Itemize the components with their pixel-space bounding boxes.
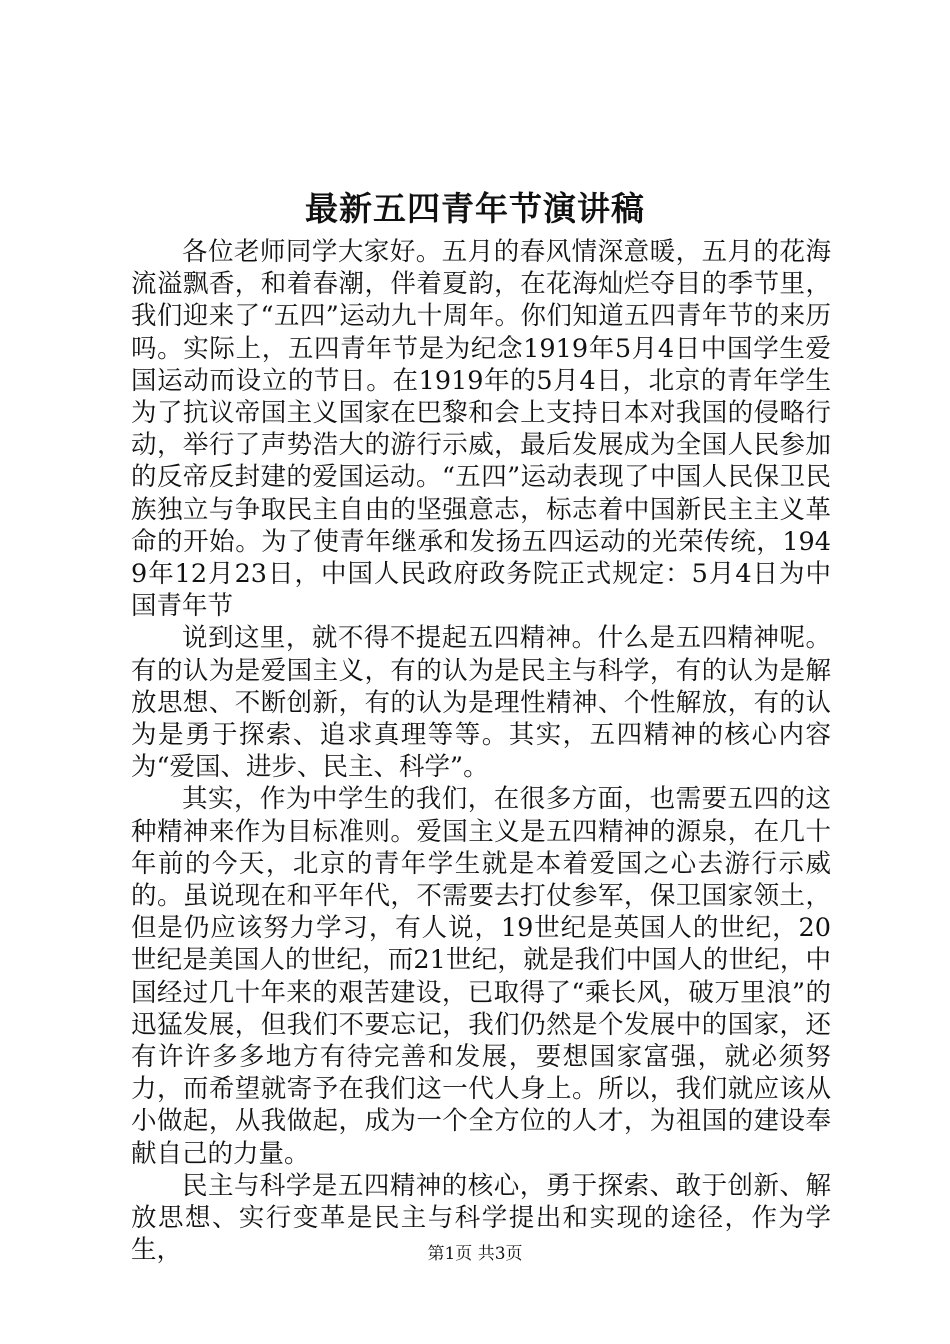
paragraph-1: 各位老师同学大家好。五月的春风情深意暖，五月的花海流溢飘香，和着春潮，伴着夏韵，在花海灿烂夺目的季节里，我们迎来了“五四”运动九十周年。你们知道五四青年节的来历吗。实际上，五四青年节是为纪念1919年5月4日中国学生爱国运动而设立的节日。在1919年的5月4日，北京的青年学生为了抗议帝国主义国家在巴黎和会上支持日本对我国的侵略行动，举行了声势浩大的游行示威，最后发展成为全国人民参加的反帝反封建的爱国运动。“五四”运动表现了中国人民保卫民族独立与争取民主自由的坚强意志，标志着中国新民主主义革命的开始。为了使青年继承和发扬五四运动的光荣传统，1949年12月23日，中国人民政府政务院正式规定：5月4日为中国青年节	[131, 237, 831, 622]
page-number-footer: 第1页 共3页	[427, 1244, 523, 1264]
paragraph-4: 民主与科学是五四精神的核心，勇于探索、敢于创新、解放思想、实行变革是民主与科学提出和实现的途径，作为学生，	[131, 1170, 831, 1266]
document-body	[131, 236, 831, 1267]
paragraph-2: 说到这里，就不得不提起五四精神。什么是五四精神呢。有的认为是爱国主义，有的认为是民主与科学，有的认为是解放思想、不断创新，有的认为是理性精神、个性解放，有的认为是勇于探索、追求真理等等。其实，五四精神的核心内容为“爱国、进步、民主、科学”。	[131, 623, 831, 783]
document-title: 最新五四青年节演讲稿	[305, 189, 645, 228]
paragraph-3: 其实，作为中学生的我们，在很多方面，也需要五四的这种精神来作为目标准则。爱国主义是五四精神的源泉，在几十年前的今天，北京的青年学生就是本着爱国之心去游行示威的。虽说现在和平年代，不需要去打仗参军，保卫国家领土，但是仍应该努力学习，有人说，19世纪是英国人的世纪，20世纪是美国人的世纪，而21世纪，就是我们中国人的世纪，中国经过几十年来的艰苦建设，已取得了“乘长风，破万里浪”的迅猛发展，但我们不要忘记，我们仍然是个发展中的国家，还有许许多多地方有待完善和发展，要想国家富强，就必须努力，而希望就寄予在我们这一代人身上。所以，我们就应该从小做起，从我做起，成为一个全方位的人才，为祖国的建设奉献自己的力量。	[131, 784, 831, 1169]
